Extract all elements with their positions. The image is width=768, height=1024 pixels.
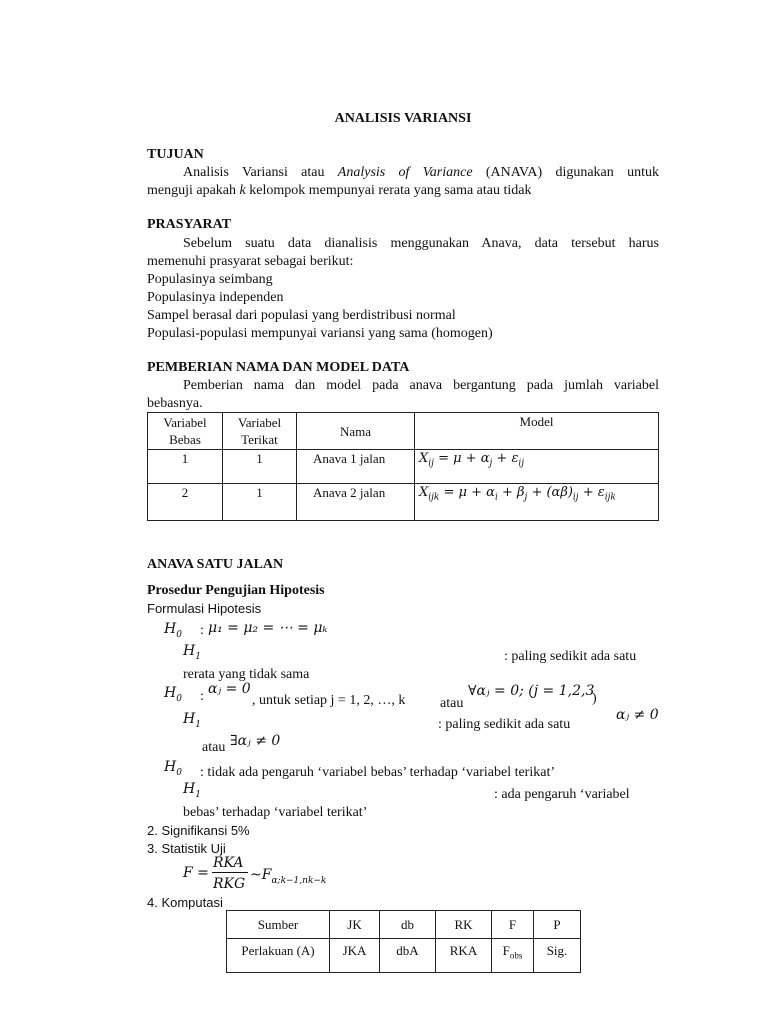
header-text: Bebas bbox=[169, 432, 201, 447]
header-model: Model bbox=[415, 413, 659, 450]
tujuan-text-d: kelompok mempunyai rerata yang sama atau tidak bbox=[245, 183, 532, 198]
signifikansi: 2. Signifikansi 5% bbox=[147, 823, 250, 838]
cell-nama: Anava 1 jalan bbox=[297, 450, 415, 484]
atau-text: atau bbox=[202, 740, 226, 755]
cell-terikat: 1 bbox=[223, 484, 297, 521]
tujuan-paragraph-line2 bbox=[147, 182, 532, 200]
pemberian-paragraph-line1: Pemberian nama dan model pada anava bergantung pada jumlah variabel bbox=[183, 378, 659, 393]
h-symbol: H bbox=[183, 711, 196, 727]
page-title: ANALISIS VARIANSI bbox=[334, 111, 472, 126]
table-header: F bbox=[492, 911, 534, 939]
komputasi-label: 4. Komputasi bbox=[147, 895, 223, 910]
list-item: Populasinya independen bbox=[147, 290, 284, 305]
pemberian-heading: PEMBERIAN NAMA DAN MODEL DATA bbox=[147, 360, 410, 375]
f-denominator: RKG bbox=[213, 876, 246, 892]
list-item: Populasi-populasi mempunyai variansi yang sama (homogen) bbox=[147, 326, 493, 341]
h1-text: : paling sedikit ada satu bbox=[504, 649, 637, 664]
tujuan-text-c: menguji apakah bbox=[147, 183, 240, 198]
table-cell: dbA bbox=[380, 939, 436, 973]
header-text: Variabel bbox=[237, 415, 282, 430]
tujuan-text-b: (ANAVA) digunakan untuk bbox=[472, 165, 659, 180]
anava-subheading: Prosedur Pengujian Hipotesis bbox=[147, 583, 325, 598]
statistik-uji: 3. Statistik Uji bbox=[147, 841, 226, 856]
h-symbol: H bbox=[164, 685, 177, 701]
h1-alpha-text: : paling sedikit ada satu bbox=[438, 717, 571, 732]
equal-means: μ₁ = μ₂ = ⋯ = μₖ bbox=[208, 620, 328, 636]
table-header: Sumber bbox=[227, 911, 330, 939]
f-numerator: RKA bbox=[213, 855, 244, 871]
f-text: F bbox=[502, 943, 510, 958]
fraction-bar bbox=[212, 872, 248, 873]
tujuan-k: k bbox=[239, 183, 246, 198]
h1-effect-text-cont: bebas’ terhadap ‘variabel terikat’ bbox=[183, 805, 368, 820]
table-cell-f bbox=[492, 939, 534, 973]
tujuan-text-a: Analisis Variansi atau bbox=[183, 165, 338, 180]
colon: : bbox=[200, 623, 204, 638]
table-header: P bbox=[534, 911, 581, 939]
atau-text: atau bbox=[440, 696, 464, 711]
colon: : bbox=[200, 689, 204, 704]
f-dist-symbol: ~F bbox=[250, 867, 272, 883]
prasyarat-paragraph-line2: memenuhi prasyarat sebagai berikut: bbox=[147, 254, 354, 269]
header-variabel-bebas bbox=[148, 413, 223, 450]
table-header: JK bbox=[330, 911, 380, 939]
h-symbol: H bbox=[164, 759, 177, 775]
header-nama: Nama bbox=[297, 413, 415, 450]
f-lhs: F = bbox=[183, 865, 209, 881]
cell-model: $X_{ij} = \mu + \alpha_j + \varepsilon_{ij}$ bbox=[415, 450, 659, 484]
tujuan-paragraph-line1 bbox=[183, 164, 659, 182]
forall-expression: ∀αⱼ = 0; (j = 1,2,3 bbox=[468, 683, 595, 699]
tujuan-italic: Analysis of Variance bbox=[337, 165, 473, 180]
h1-label: $H_1$ bbox=[183, 711, 201, 730]
tujuan-heading: TUJUAN bbox=[147, 147, 204, 162]
model-table bbox=[147, 412, 659, 521]
setiap-text: , untuk setiap j = 1, 2, …, k bbox=[252, 693, 406, 708]
formulasi-label: Formulasi Hipotesis bbox=[147, 601, 262, 616]
exists-expression: ∃αⱼ ≠ 0 bbox=[230, 733, 281, 749]
header-text: Variabel bbox=[163, 415, 207, 430]
f-dist-sub: α;k−1,nk−k bbox=[271, 875, 327, 886]
h1-text-cont: rerata yang tidak sama bbox=[183, 667, 310, 682]
anava-heading: ANAVA SATU JALAN bbox=[147, 557, 284, 572]
prasyarat-heading: PRASYARAT bbox=[147, 217, 232, 232]
list-item: Sampel berasal dari populasi yang berdistribusi normal bbox=[147, 308, 456, 323]
h0-label: $H_0$ bbox=[164, 621, 182, 640]
h0-effect-text: : tidak ada pengaruh ‘variabel bebas’ terhadap ‘variabel terikat’ bbox=[200, 765, 556, 780]
cell-bebas: 2 bbox=[148, 484, 223, 521]
h1-effect-text: : ada pengaruh ‘variabel bbox=[494, 787, 630, 802]
cell-terikat: 1 bbox=[223, 450, 297, 484]
table-header: db bbox=[380, 911, 436, 939]
header-text: Terikat bbox=[241, 432, 278, 447]
h0-label: $H_0$ bbox=[164, 759, 182, 778]
alpha-neq: αⱼ ≠ 0 bbox=[616, 707, 659, 723]
paren-close: ) bbox=[592, 691, 597, 706]
header-variabel-terikat bbox=[223, 413, 297, 450]
h-symbol: H bbox=[183, 643, 196, 659]
alpha-zero: αⱼ = 0 bbox=[208, 681, 251, 697]
list-item: Populasinya seimbang bbox=[147, 272, 273, 287]
h-symbol: H bbox=[183, 781, 196, 797]
table-cell: JKA bbox=[330, 939, 380, 973]
pemberian-paragraph-line2: bebasnya. bbox=[147, 396, 203, 411]
h1-label: $H_1$ bbox=[183, 781, 201, 800]
cell-bebas: 1 bbox=[148, 450, 223, 484]
prasyarat-paragraph-line1: Sebelum suatu data dianalisis menggunakan Anava, data tersebut harus bbox=[183, 236, 659, 251]
table-cell: Sig. bbox=[534, 939, 581, 973]
komputasi-table bbox=[226, 910, 581, 973]
h-symbol: H bbox=[164, 621, 177, 637]
table-cell: Perlakuan (A) bbox=[227, 939, 330, 973]
cell-nama: Anava 2 jalan bbox=[297, 484, 415, 521]
h1-label: $H_1$ bbox=[183, 643, 201, 662]
h0-label: $H_0$ bbox=[164, 685, 182, 704]
table-cell: RKA bbox=[436, 939, 492, 973]
table-header: RK bbox=[436, 911, 492, 939]
f-distribution bbox=[250, 866, 326, 890]
cell-model: $X_{ijk} = \mu + \alpha_i + \beta_j + (\alpha\beta)_{ij} + \varepsilon_{ijk}$ bbox=[415, 484, 659, 521]
f-sub: obs bbox=[509, 950, 523, 961]
